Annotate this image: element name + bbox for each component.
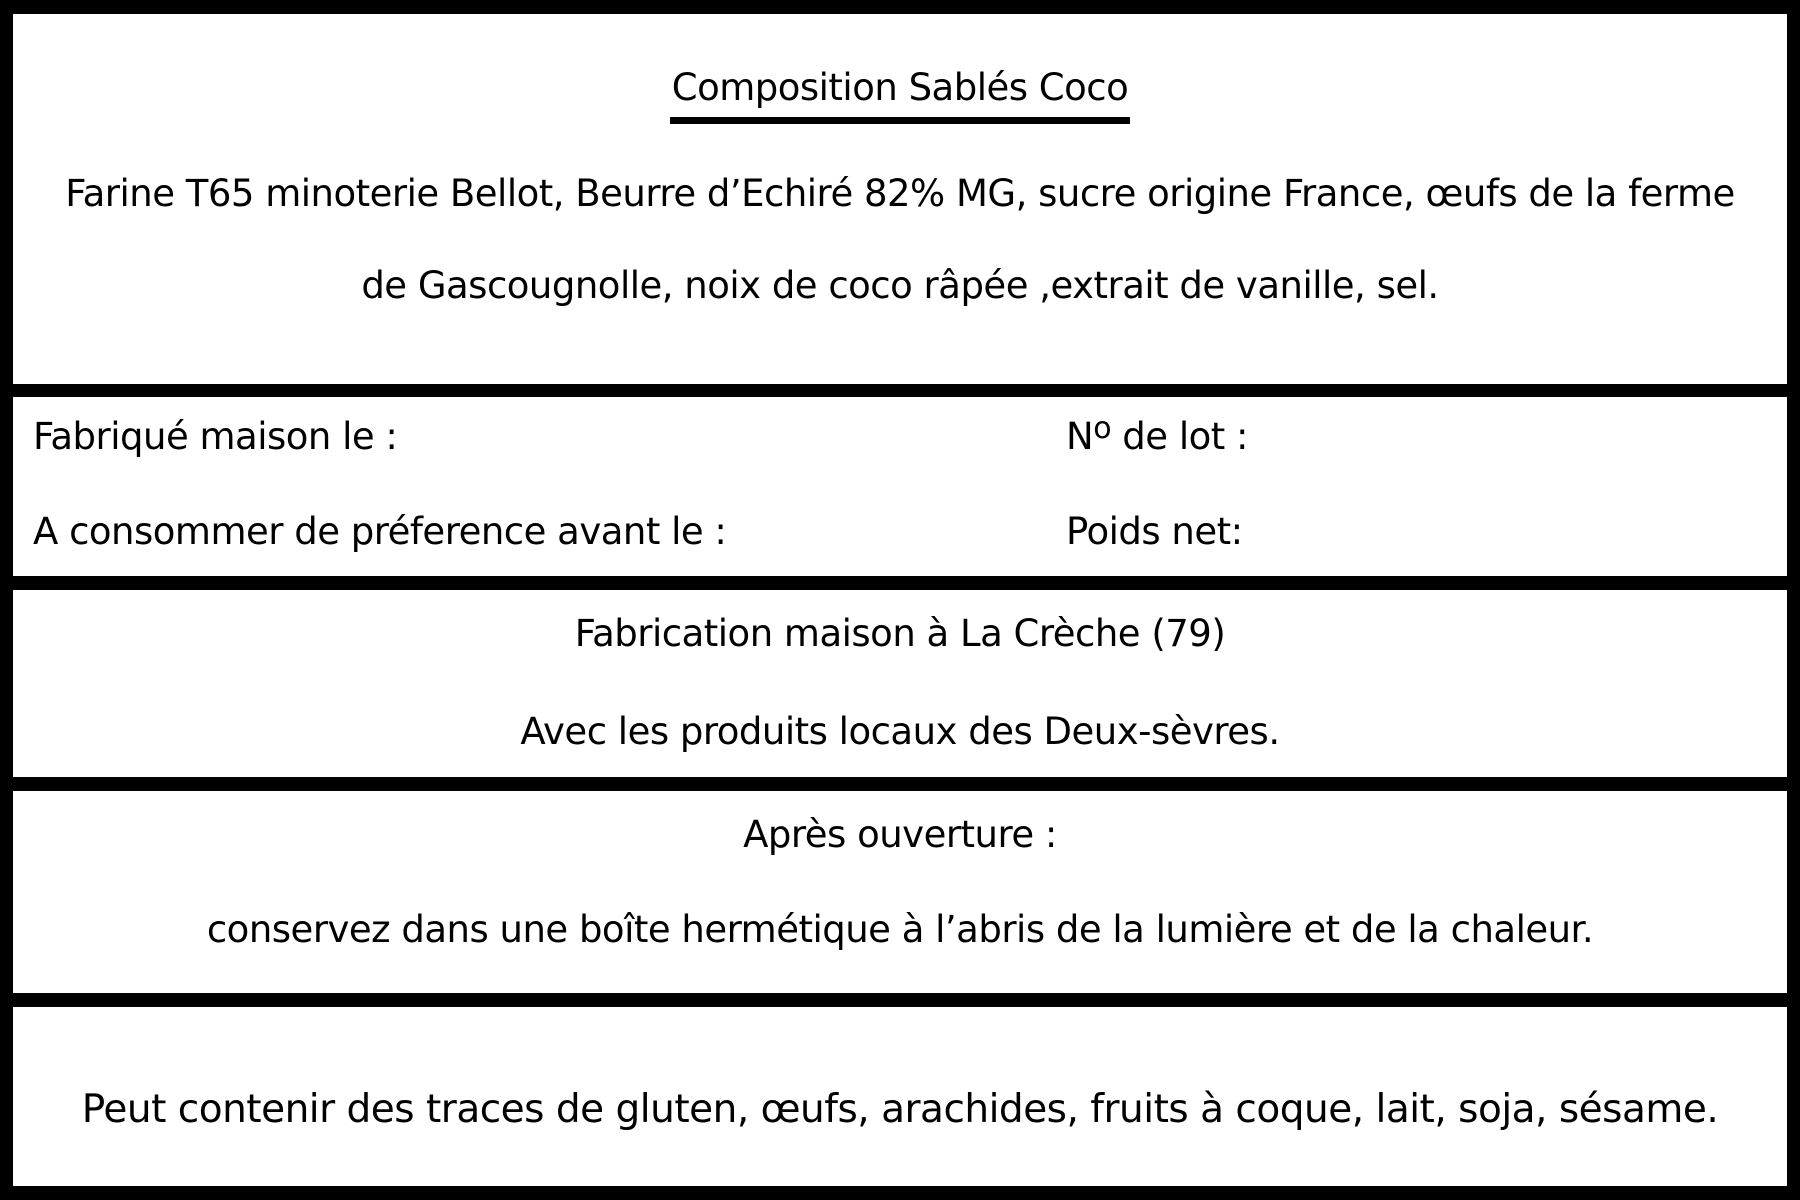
allergens-panel — [13, 1007, 1787, 1186]
ingredients-line-1: Farine T65 minoterie Bellot, Beurre d’Echiré 82% MG, sucre origine France, œufs de la ferme — [65, 172, 1735, 215]
composition-panel — [13, 14, 1787, 384]
net-weight-label: Poids net: — [1066, 510, 1243, 553]
storage-panel — [13, 791, 1787, 993]
lot-number-label — [1066, 411, 1248, 458]
numero-sign: o — [1093, 411, 1112, 446]
origin-panel — [13, 590, 1787, 777]
composition-title: Composition Sablés Coco — [670, 66, 1131, 124]
storage-line-2: conservez dans une boîte hermétique à l’abris de la lumière et de la chaleur. — [206, 908, 1594, 951]
lot-prefix: N — [1066, 415, 1094, 458]
allergens-text: Peut contenir des traces de gluten, œufs, arachides, fruits à coque, lait, soja, sésame. — [81, 1087, 1719, 1132]
lot-label-text: de lot : — [1111, 415, 1248, 458]
storage-line-1: Après ouverture : — [743, 813, 1057, 856]
ingredients-line-2: de Gascougnolle, noix de coco râpée ,extrait de vanille, sel. — [361, 264, 1439, 307]
origin-line-1: Fabrication maison à La Crèche (79) — [574, 612, 1226, 655]
production-info-panel — [13, 397, 1787, 576]
made-on-label: Fabriqué maison le : — [33, 415, 398, 458]
origin-line-2: Avec les produits locaux des Deux-sèvres. — [520, 710, 1280, 753]
best-before-label: A consommer de préference avant le : — [33, 510, 727, 553]
